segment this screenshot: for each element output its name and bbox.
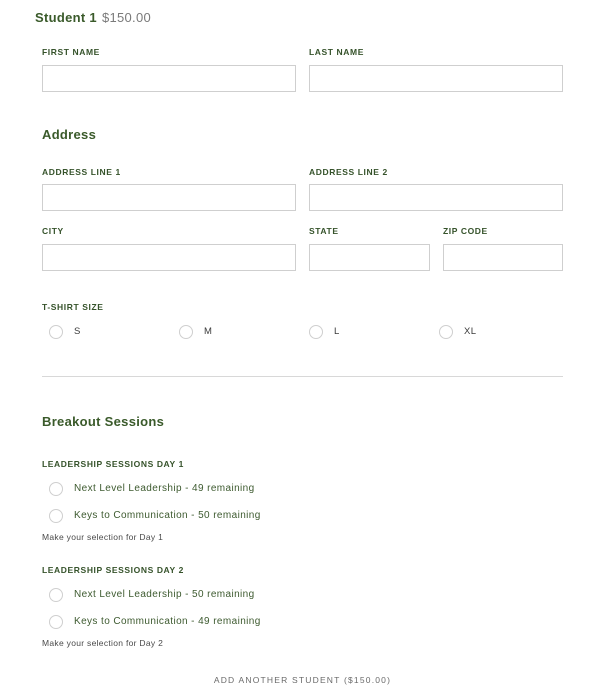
tshirt-size-l-label: L	[334, 326, 340, 337]
city-label: CITY	[42, 226, 64, 236]
section-divider	[42, 376, 563, 377]
day2-next-level-label: Next Level Leadership - 50 remaining	[74, 589, 255, 600]
day2-keys-communication-label: Keys to Communication - 49 remaining	[74, 616, 261, 627]
tshirt-size-l-radio[interactable]	[309, 325, 323, 339]
last-name-input[interactable]	[309, 65, 563, 92]
tshirt-size-s-label: S	[74, 326, 81, 337]
first-name-input[interactable]	[42, 65, 296, 92]
address-section-title: Address	[42, 127, 97, 142]
address-line2-label: ADDRESS LINE 2	[309, 167, 388, 177]
address-line2-input[interactable]	[309, 184, 563, 211]
tshirt-size-s-radio[interactable]	[49, 325, 63, 339]
tshirt-size-m-label: M	[204, 326, 213, 337]
student-title: Student 1	[35, 10, 97, 25]
day2-helper-text: Make your selection for Day 2	[42, 638, 164, 648]
day1-sessions-label: LEADERSHIP SESSIONS DAY 1	[42, 459, 184, 469]
add-another-student-link[interactable]: ADD ANOTHER STUDENT ($150.00)	[213, 675, 392, 685]
last-name-label: LAST NAME	[309, 47, 364, 57]
day1-helper-text: Make your selection for Day 1	[42, 532, 164, 542]
student-heading	[35, 10, 151, 25]
day1-keys-communication-label: Keys to Communication - 50 remaining	[74, 510, 261, 521]
zip-code-input[interactable]	[443, 244, 563, 271]
zip-code-label: ZIP CODE	[443, 226, 488, 236]
day1-next-level-label: Next Level Leadership - 49 remaining	[74, 483, 255, 494]
day1-next-level-radio[interactable]	[49, 482, 63, 496]
tshirt-size-xl-label: XL	[464, 326, 477, 337]
state-label: STATE	[309, 226, 339, 236]
student-price: $150.00	[101, 10, 152, 25]
day1-keys-communication-radio[interactable]	[49, 509, 63, 523]
tshirt-size-label: T-SHIRT SIZE	[42, 302, 104, 312]
tshirt-size-m-radio[interactable]	[179, 325, 193, 339]
first-name-label: FIRST NAME	[42, 47, 100, 57]
day2-keys-communication-radio[interactable]	[49, 615, 63, 629]
city-input[interactable]	[42, 244, 296, 271]
day2-next-level-radio[interactable]	[49, 588, 63, 602]
tshirt-size-xl-radio[interactable]	[439, 325, 453, 339]
day2-sessions-label: LEADERSHIP SESSIONS DAY 2	[42, 565, 184, 575]
address-line1-label: ADDRESS LINE 1	[42, 167, 121, 177]
address-line1-input[interactable]	[42, 184, 296, 211]
breakout-sessions-title: Breakout Sessions	[42, 414, 165, 429]
state-input[interactable]	[309, 244, 430, 271]
